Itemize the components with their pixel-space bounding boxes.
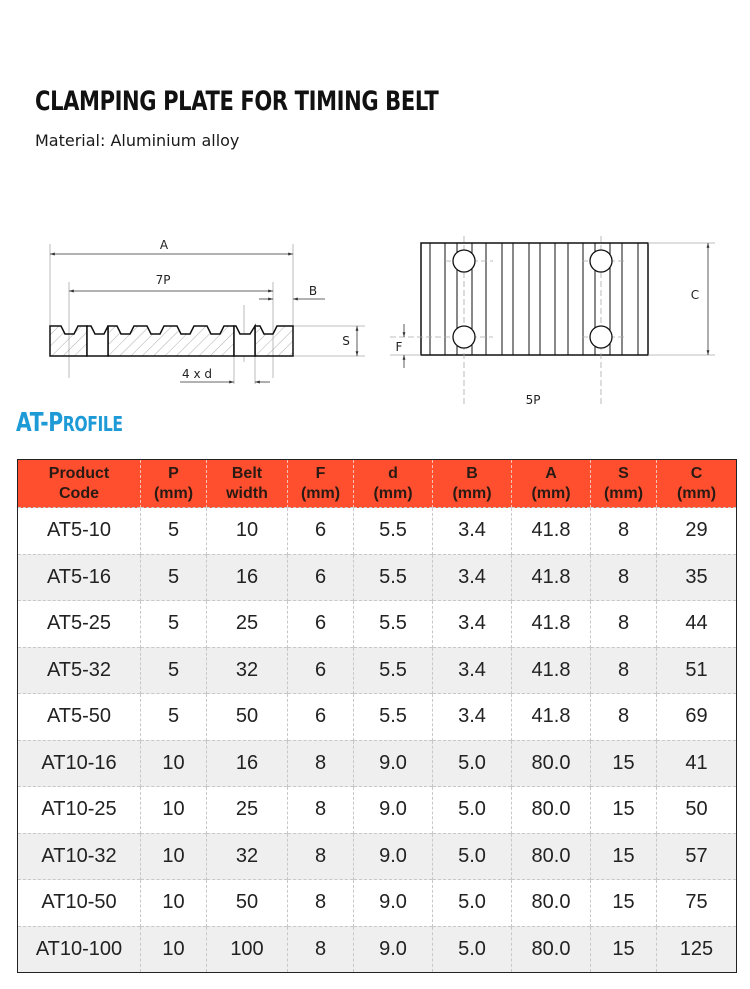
cell-p: 10 [141,740,207,787]
cell-c: 51 [657,647,737,694]
cell-b: 5.0 [433,833,512,880]
table-header-row [18,460,737,508]
header-d: d (mm) [354,460,433,508]
label-4xd: 4 x d [182,367,212,381]
cell-a: 41.8 [512,647,591,694]
cell-f: 6 [288,647,354,694]
cell-d: 9.0 [354,740,433,787]
cell-c: 75 [657,880,737,927]
cell-b: 5.0 [433,740,512,787]
technical-drawing [0,225,750,405]
cell-f: 8 [288,880,354,927]
cell-p: 10 [141,880,207,927]
table-row [18,833,737,880]
header-a: A (mm) [512,460,591,508]
top-view-drawing [390,236,715,405]
header-f: F (mm) [288,460,354,508]
cell-f: 8 [288,926,354,973]
page-title: CLAMPING PLATE FOR TIMING BELT [35,86,439,117]
cell-product-code: AT10-50 [18,880,141,927]
cell-product-code: AT10-16 [18,740,141,787]
table-row [18,740,737,787]
cell-belt-width: 16 [207,554,288,601]
label-b: B [308,284,318,298]
cell-f: 8 [288,833,354,880]
label-f: F [395,340,403,354]
cell-s: 8 [591,601,657,648]
header-product-code: Product Code [18,460,141,508]
table-row [18,601,737,648]
cell-p: 10 [141,926,207,973]
cell-c: 57 [657,833,737,880]
cell-product-code: AT10-25 [18,787,141,834]
cell-p: 5 [141,508,207,555]
cell-belt-width: 100 [207,926,288,973]
cell-c: 35 [657,554,737,601]
header-p: P (mm) [141,460,207,508]
side-view-drawing [50,238,365,384]
cell-a: 80.0 [512,926,591,973]
cell-a: 41.8 [512,508,591,555]
cell-f: 6 [288,601,354,648]
cell-p: 5 [141,647,207,694]
cell-d: 5.5 [354,601,433,648]
header-b: B (mm) [433,460,512,508]
cell-s: 15 [591,880,657,927]
cell-f: 8 [288,740,354,787]
label-c: C [690,288,700,302]
cell-belt-width: 25 [207,601,288,648]
cell-a: 80.0 [512,787,591,834]
cell-product-code: AT5-10 [18,508,141,555]
cell-d: 5.5 [354,554,433,601]
cell-b: 3.4 [433,554,512,601]
cell-a: 41.8 [512,554,591,601]
cell-b: 5.0 [433,787,512,834]
cell-c: 29 [657,508,737,555]
cell-b: 3.4 [433,694,512,741]
cell-s: 15 [591,926,657,973]
cell-b: 3.4 [433,601,512,648]
table-row [18,787,737,834]
cell-belt-width: 10 [207,508,288,555]
cell-belt-width: 50 [207,694,288,741]
cell-product-code: AT5-32 [18,647,141,694]
cell-a: 41.8 [512,601,591,648]
cell-s: 8 [591,694,657,741]
cell-product-code: AT5-16 [18,554,141,601]
header-c: C (mm) [657,460,737,508]
section-title [16,408,123,438]
cell-c: 69 [657,694,737,741]
cell-f: 8 [288,787,354,834]
label-7p: 7P [155,273,171,287]
cell-c: 44 [657,601,737,648]
header-s: S (mm) [591,460,657,508]
table-row [18,647,737,694]
cell-a: 80.0 [512,740,591,787]
table-row [18,694,737,741]
table-row [18,508,737,555]
cell-product-code: AT10-32 [18,833,141,880]
section-title-main: AT-P [16,408,63,438]
cell-p: 10 [141,787,207,834]
cell-p: 5 [141,694,207,741]
cell-s: 8 [591,508,657,555]
cell-f: 6 [288,694,354,741]
cell-d: 9.0 [354,880,433,927]
label-5p: 5P [525,393,541,405]
cell-b: 5.0 [433,926,512,973]
cell-product-code: AT10-100 [18,926,141,973]
cell-f: 6 [288,554,354,601]
cell-a: 80.0 [512,880,591,927]
cell-s: 15 [591,740,657,787]
cell-b: 3.4 [433,647,512,694]
cell-b: 5.0 [433,880,512,927]
spec-table [17,459,737,973]
cell-s: 15 [591,787,657,834]
material-label: Material: Aluminium alloy [35,131,240,150]
cell-belt-width: 32 [207,647,288,694]
table-row [18,554,737,601]
label-s: S [342,334,350,348]
label-a: A [159,238,169,252]
cell-d: 5.5 [354,694,433,741]
cell-s: 15 [591,833,657,880]
cell-a: 41.8 [512,694,591,741]
cell-d: 5.5 [354,508,433,555]
cell-d: 5.5 [354,647,433,694]
cell-d: 9.0 [354,787,433,834]
cell-product-code: AT5-50 [18,694,141,741]
cell-c: 41 [657,740,737,787]
cell-s: 8 [591,647,657,694]
cell-c: 125 [657,926,737,973]
cell-f: 6 [288,508,354,555]
cell-b: 3.4 [433,508,512,555]
section-title-smallcaps: ROFILE [62,412,123,436]
cell-c: 50 [657,787,737,834]
cell-d: 9.0 [354,833,433,880]
cell-p: 5 [141,601,207,648]
cell-belt-width: 32 [207,833,288,880]
cell-product-code: AT5-25 [18,601,141,648]
cell-p: 5 [141,554,207,601]
cell-d: 9.0 [354,926,433,973]
table-row [18,926,737,973]
cell-belt-width: 16 [207,740,288,787]
cell-a: 80.0 [512,833,591,880]
cell-belt-width: 50 [207,880,288,927]
cell-belt-width: 25 [207,787,288,834]
cell-s: 8 [591,554,657,601]
header-belt-width: Belt width [207,460,288,508]
cell-p: 10 [141,833,207,880]
table-row [18,880,737,927]
